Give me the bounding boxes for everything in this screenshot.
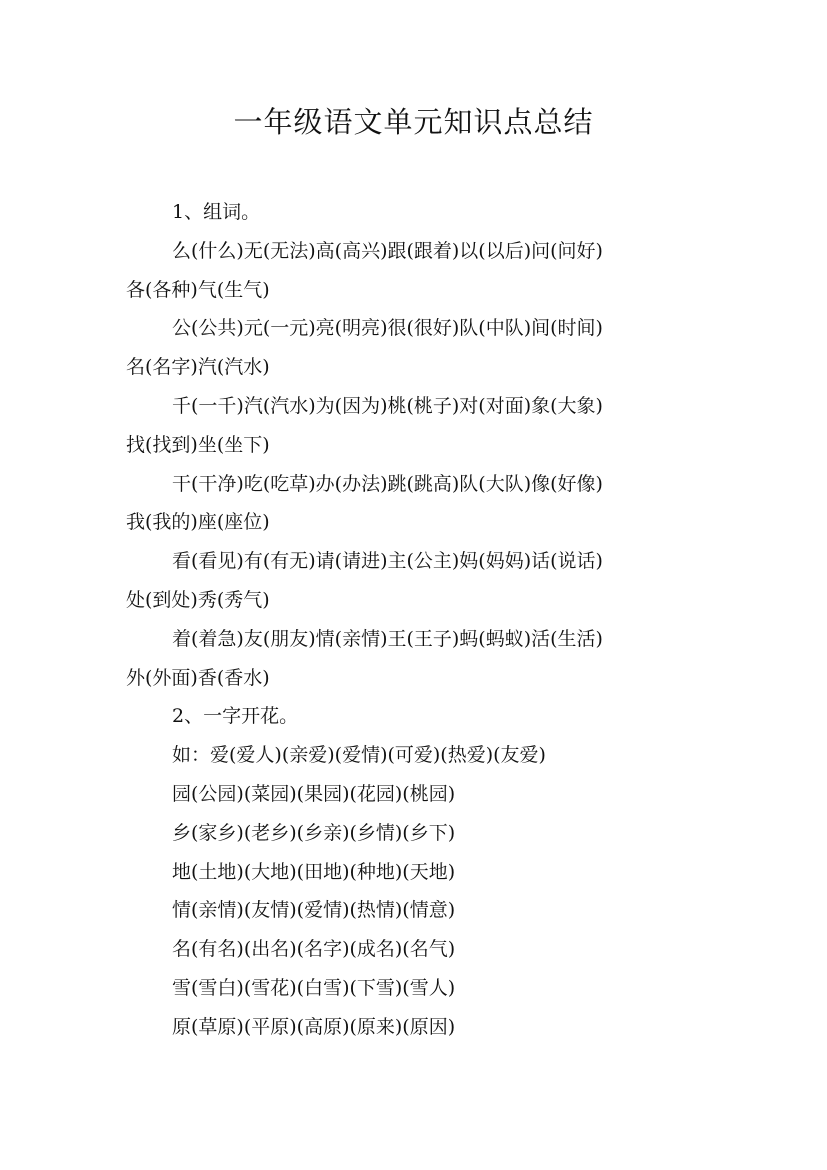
text-line: 我(我的)座(座位) — [126, 511, 270, 534]
text-line: 名(有名)(出名)(名字)(成名)(名气) — [172, 938, 456, 961]
document-body — [126, 193, 716, 1047]
text-line: 公(公共)元(一元)亮(明亮)很(很好)队(中队)间(时间) — [172, 317, 603, 340]
text-line: 千(一千)汽(汽水)为(因为)桃(桃子)对(对面)象(大象) — [172, 394, 603, 417]
section-heading: 2、一字开花。 — [172, 705, 299, 728]
text-line: 地(土地)(大地)(田地)(种地)(天地) — [172, 860, 456, 883]
text-line: 外(外面)香(香水) — [126, 666, 270, 689]
text-line: 园(公园)(菜园)(果园)(花园)(桃园) — [172, 782, 456, 805]
text-line: 雪(雪白)(雪花)(白雪)(下雪)(雪人) — [172, 976, 456, 999]
text-line: 么(什么)无(无法)高(高兴)跟(跟着)以(以后)问(问好) — [172, 239, 603, 262]
text-line: 看(看见)有(有无)请(请进)主(公主)妈(妈妈)话(说话) — [172, 550, 603, 573]
text-line: 乡(家乡)(老乡)(乡亲)(乡情)(乡下) — [172, 821, 456, 844]
text-line: 着(着急)友(朋友)情(亲情)王(王子)蚂(蚂蚁)活(生活) — [172, 627, 603, 650]
text-line: 原(草原)(平原)(高原)(原来)(原因) — [172, 1015, 456, 1038]
text-line: 情(亲情)(友情)(爱情)(热情)(情意) — [172, 899, 456, 922]
document-title: 一年级语文单元知识点总结 — [233, 105, 594, 139]
text-line: 各(各种)气(生气) — [126, 278, 270, 301]
text-line: 名(名字)汽(汽水) — [126, 356, 270, 379]
text-line: 干(干净)吃(吃草)办(办法)跳(跳高)队(大队)像(好像) — [172, 472, 603, 495]
section-heading: 1、组词。 — [172, 201, 261, 223]
text-line: 找(找到)坐(坐下) — [126, 433, 270, 456]
text-line: 如：爱(爱人)(亲爱)(爱情)(可爱)(热爱)(友爱) — [172, 744, 546, 767]
text-line: 处(到处)秀(秀气) — [126, 588, 270, 611]
